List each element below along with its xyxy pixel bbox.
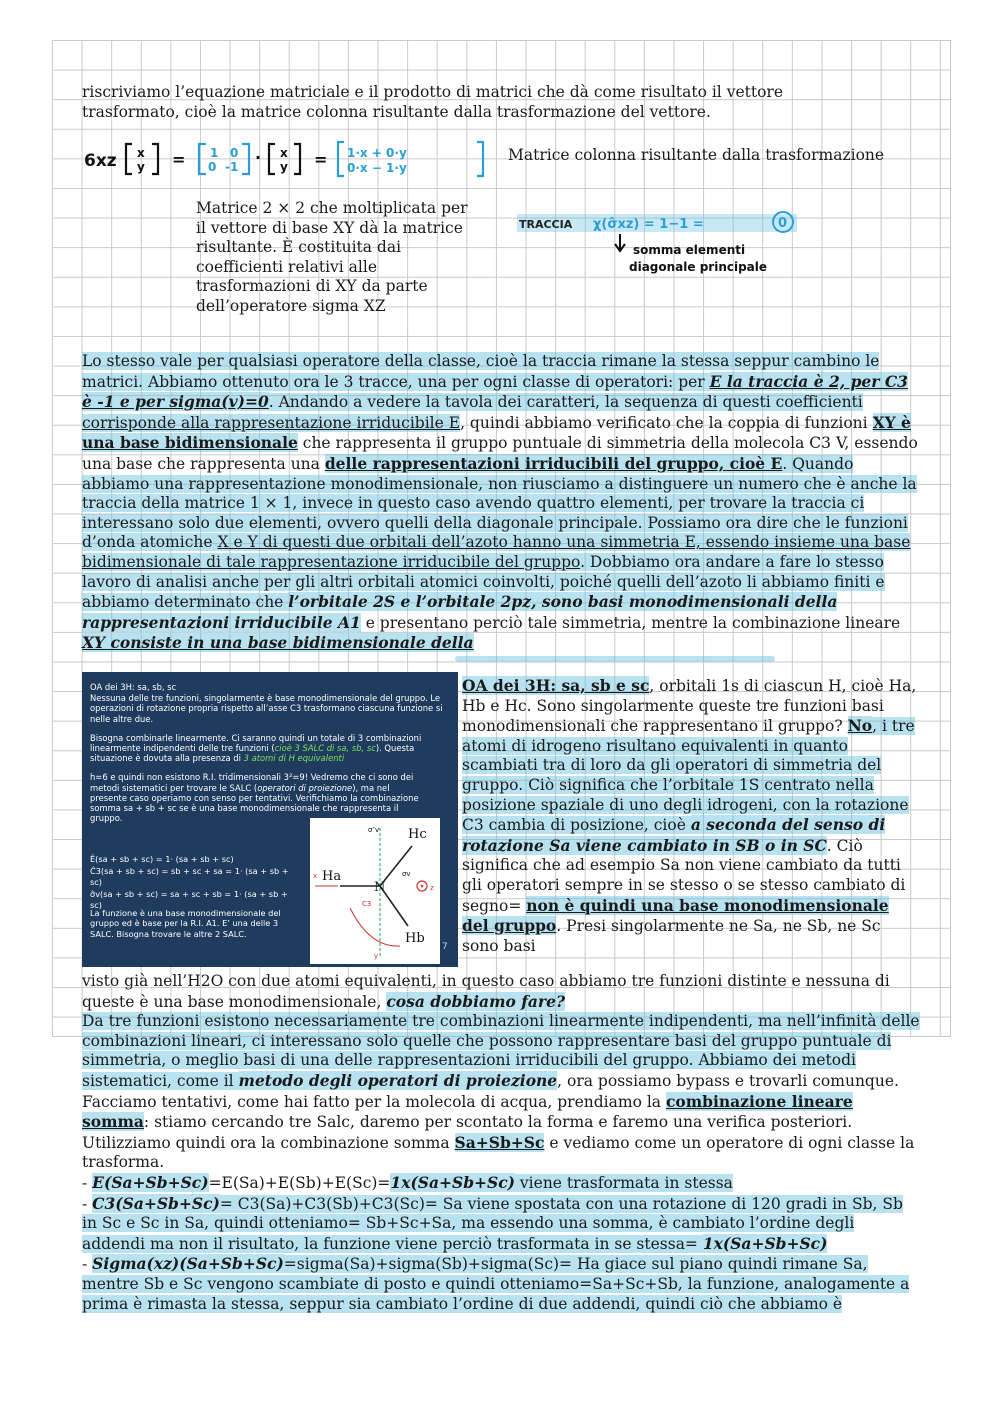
slide-page-number: 7: [442, 942, 448, 952]
matrix-equation: [82, 138, 502, 180]
mol-n: N: [374, 880, 386, 895]
slide-title: OA dei 3H: sa, sb, sc: [90, 682, 177, 692]
mol-ha: Ha: [322, 869, 342, 884]
m12: 0: [230, 146, 239, 160]
mol-sv2: σv: [402, 870, 411, 878]
paragraph-symmetry: Lo stesso vale per qualsiasi operatore della classe, cioè la traccia rimane la stessa seppur cambino le matrici. Abbiamo ottenuto ora le 3 tracce, una per ogni classe di operatori: per E la traccia è 2, per C3 è -1 e per sigma(v)=0. Andando a vedere la tavola dei caratteri, la sequenza di questi coefficienti corrisponde alla rappresentazione irriducibile E, quindi abbiamo verificato che la coppia di funzioni XY è una base bidimensionale che rappresenta il gruppo puntuale di simmetria della molecola C3 V, essendo una base che rappresenta una delle rappresentazioni irriducibili del gruppo, cioè E. Quando abbiamo una rappresentazione monodimensionale, non riusciamo a distinguere un numero che è anche la traccia della matrice 1 × 1, invece in questo caso avendo quattro elementi, per trovare la traccia ci interessano solo due elementi, ovvero quelli della diagonale principale. Possiamo ora dire che le funzioni d’onda atomiche X e Y di questi due orbitali dell’azoto hanno una simmetria E, essendo insieme una base bidimensionale di tale rappresentazione irriducibile del gruppo. Dobbiamo ora andare a fare lo stesso lavoro di analisi anche per gli altri orbitali atomici coinvolti, poiché quelli dell’azoto li abbiamo finiti e abbiamo determinato che l’orbitale 2S e l’orbitale 2pz, sono basi monodimensionali della rappresentazioni irriducibile A1 e presentano perciò tale simmetria, mentre la combinazione lineare XY consiste in una base bidimensionale della: [82, 352, 918, 653]
lhs-symbol: 6xz: [84, 151, 117, 171]
svg-text:·: ·: [255, 148, 262, 167]
mol-c3: C3: [362, 900, 372, 908]
vec-top: x: [137, 146, 145, 160]
slide-equations: Ê(sa + sb + sc) = 1· (sa + sb + sc) Ĉ3(sa + sb + sc) = sb + sc + sa = 1· (sa + sb + sc) σ̂v(sa + sb + sc) = sa + sc + sb = 1· (sa + sb + sc): [90, 854, 289, 910]
mol-z: z: [430, 884, 434, 892]
m22: -1: [225, 160, 239, 174]
svg-text:x: x: [280, 146, 288, 160]
slide-p1: Nessuna delle tre funzioni, singolarmente è base monodimensionale del gruppo. Le operazioni di rotazione propria rispetto all’asse C3 trasformano ciascuna funzione si nelle altre due.: [90, 693, 443, 724]
highlight-stroke: [455, 656, 775, 662]
trace-sum-1: somma elementi: [633, 243, 746, 257]
mol-sv1: σ″v: [368, 826, 380, 834]
intro-text: riscriviamo l’equazione matriciale e il prodotto di matrici che dà come risultato il vettore trasformato, cioè la matrice colonna risultante dalla trasformazione del vettore.: [82, 83, 783, 121]
mol-hb: Hb: [405, 931, 425, 946]
trace-value: 0: [778, 216, 788, 231]
molecule-diagram: [310, 818, 440, 964]
slide-text: [90, 682, 455, 832]
slide-footer: La funzione è una base monodimensionale del gruppo ed è base per la R.I. A1. E’ una delle 3 SALC. Bisogna trovare le altre 2 SALC.: [90, 908, 281, 939]
trace-label: TRACCIA: [519, 218, 573, 231]
matrix-note: Matrice 2 × 2 che moltiplicata per il vettore di base XY dà la matrice risultante. È costituita dai coefficienti relativi alle trasformazioni di XY da parte dell’operatore sigma XZ: [196, 199, 468, 315]
mol-x: x: [313, 872, 318, 880]
svg-text:=: =: [172, 150, 186, 169]
trace-sum-2: diagonale principale: [629, 260, 768, 274]
m21: 0: [208, 160, 217, 174]
svg-text:y: y: [280, 160, 288, 174]
lecture-slide: [82, 672, 458, 967]
res-bottom: 0·x − 1·y: [347, 161, 407, 175]
trace-expr: χ(σ̂xz) = 1−1 =: [593, 217, 704, 232]
res-top: 1·x + 0·y: [347, 146, 407, 160]
slide-p2: Bisogna combinarle linearmente. Ci saranno quindi un totale di 3 combinazioni linearmente indipendenti delle tre funzioni (cioè 3 SALC di sa, sb, sc). Questa situazione è dovuta alla presenza di 3 atomi di H equivalenti: [90, 732, 422, 764]
equation-note: Matrice colonna risultante dalla trasformazione: [508, 146, 885, 164]
paragraph-salc: visto già nell’H2O con due atomi equivalenti, in questo caso abbiamo tre funzioni distinte e nessuna di queste è una base monodimensionale, cosa dobbiamo fare? Da tre funzioni esistono necessariamente tre combinazioni linearmente indipendenti, ma nell’infinità delle combinazioni lineari, ci interessano solo quelle che possono rappresentare basi del gruppo puntuale di simmetria, o meglio basi di una delle rappresentazioni irriducibili del gruppo. Abbiamo dei metodi sistematici, come il metodo degli operatori di proiezione, ora possiamo bypass e trovarli comunque. Facciamo tentativi, come hai fatto per la molecola di acqua, prendiamo la combinazione lineare somma: stiamo cercando tre Salc, daremo per scontato la forma e faremo una verifica posteriori. Utilizziamo quindi ora la combinazione somma Sa+Sb+Sc e vediamo come un operatore di ogni classe la trasforma. - E(Sa+Sb+Sc)=E(Sa)+E(Sb)+E(Sc)=1x(Sa+Sb+Sc) viene trasformata in stessa - C3(Sa+Sb+Sc)= C3(Sa)+C3(Sb)+C3(Sc)= Sa viene spostata con una rotazione di 120 gradi in Sb, Sb in Sc e Sc in Sa, quindi otteniamo= Sb+Sc+Sa, ma essendo una somma, è cambiato l’ordine degli addendi ma non il risultato, la funzione viene perciò trasformata in se stessa= 1x(Sa+Sb+Sc) - Sigma(xz)(Sa+Sb+Sc)=sigma(Sa)+sigma(Sb)+sigma(Sc)= Ha giace sul piano quindi rimane Sa, mentre Sb e Sc vengono scambiate di posto e quindi otteniamo=Sa+Sc+Sb, la funzione, analogamente a prima è rimasta la stessa, seppur sia cambiato l’ordine di due addendi, quindi ciò che abbiamo è: [82, 972, 920, 1313]
mol-hc: Hc: [408, 827, 427, 842]
vec-bottom: y: [137, 160, 145, 174]
mol-y: y: [374, 952, 379, 960]
svg-text:=: =: [314, 150, 328, 169]
paragraph-hydrogen: OA dei 3H: sa, sb e sc, orbitali 1s di ciascun H, cioè Ha, Hb e Hc. Sono singolarmente queste tre funzioni basi monodimensionali che rappresentano il gruppo? No, i tre atomi di idrogeno risultano equivalenti in quanto scambiati tra di loro da gli operatori di simmetria del gruppo. Ciò significa che l’orbitale 1S centrato nella posizione spaziale di uno degli idrogeni, con la rotazione C3 cambia di posizione, cioè a seconda del senso di rotazione Sa viene cambiato in SB o in SC. Ciò significa che ad esempio Sa non viene cambiato da tutti gli operatori sempre in se stesso o se stesso cambiato di segno= non è quindi una base monodimensionale del gruppo. Presi singolarmente ne Sa, ne Sb, ne Sc sono basi: [462, 676, 917, 955]
slide-p3: h=6 e quindi non esistono R.I. tridimensionali 3²=9! Vedremo che ci sono dei metodi sistematici per trovare le SALC (operatori di proiezione), ma nel presente caso operiamo con senso per tentativi. Verifichiamo la combinazione somma sa + sb + sc se è una base monodimensionale che rappresenta il gruppo.: [90, 772, 419, 824]
m11: 1: [210, 146, 219, 160]
trace-annotation: [515, 200, 845, 285]
